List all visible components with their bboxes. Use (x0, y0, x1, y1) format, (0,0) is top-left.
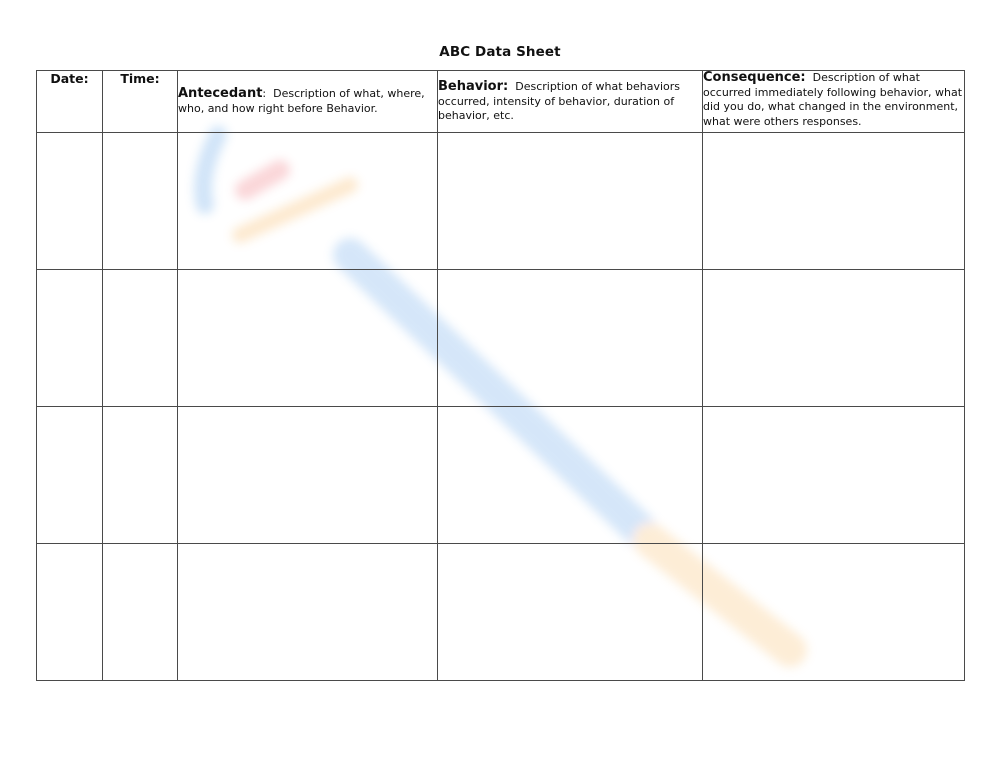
cell-antecedant[interactable] (178, 407, 438, 544)
cell-behavior[interactable] (438, 544, 703, 681)
header-row (37, 71, 965, 133)
antecedant-description: Description of what, where, who, and how right before Behavior. (178, 87, 425, 115)
table-row (37, 133, 965, 270)
cell-antecedant[interactable] (178, 133, 438, 270)
table-row (37, 270, 965, 407)
header-time: Time: (103, 71, 178, 133)
behavior-description: Description of what behaviors occurred, intensity of behavior, duration of behavior, etc. (438, 80, 681, 122)
cell-date[interactable] (37, 270, 103, 407)
cell-date[interactable] (37, 133, 103, 270)
consequence-label: Consequence: (703, 70, 806, 85)
table-row (37, 407, 965, 544)
antecedant-separator: : (262, 87, 267, 100)
cell-behavior[interactable] (438, 407, 703, 544)
consequence-description: Description of what occurred immediately following behavior, what did you do, what changed in the environment, what were others responses. (703, 71, 963, 128)
header-behavior (438, 71, 703, 133)
antecedant-label: Antecedant (178, 86, 263, 101)
cell-consequence[interactable] (703, 270, 965, 407)
cell-time[interactable] (103, 133, 178, 270)
abc-data-table (36, 70, 965, 681)
header-consequence (703, 71, 965, 133)
cell-date[interactable] (37, 544, 103, 681)
cell-time[interactable] (103, 270, 178, 407)
table-row (37, 544, 965, 681)
cell-time[interactable] (103, 407, 178, 544)
page-title: ABC Data Sheet (439, 44, 561, 60)
header-antecedant (178, 71, 438, 133)
behavior-label: Behavior: (438, 79, 509, 94)
cell-consequence[interactable] (703, 133, 965, 270)
cell-time[interactable] (103, 544, 178, 681)
cell-antecedant[interactable] (178, 544, 438, 681)
cell-antecedant[interactable] (178, 270, 438, 407)
cell-consequence[interactable] (703, 544, 965, 681)
cell-consequence[interactable] (703, 407, 965, 544)
cell-behavior[interactable] (438, 270, 703, 407)
header-date: Date: (37, 71, 103, 133)
cell-date[interactable] (37, 407, 103, 544)
cell-behavior[interactable] (438, 133, 703, 270)
